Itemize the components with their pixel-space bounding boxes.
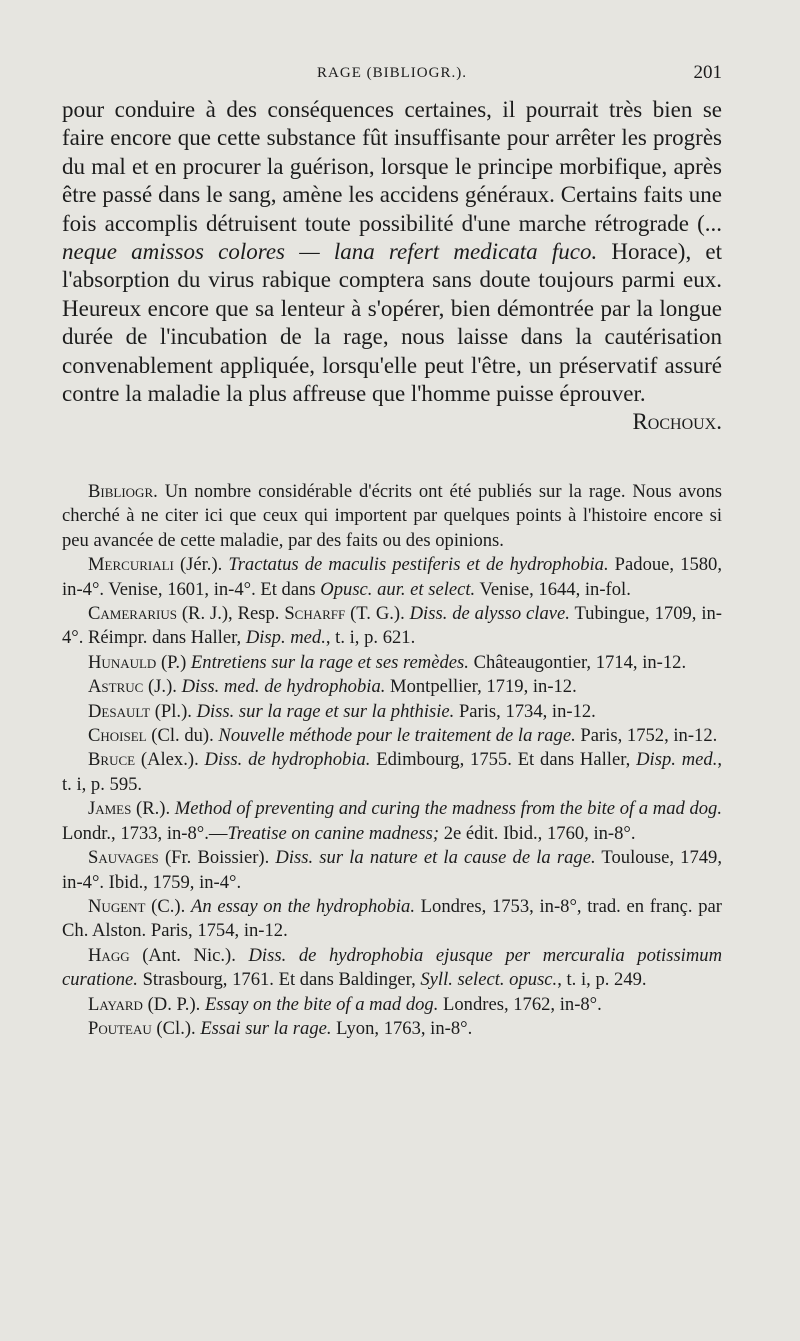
entry-title: Disp. med.: [636, 749, 718, 771]
bibliography-entry: Camerarius (R. J.), Resp. Scharff (T. G.). Diss. de alysso clave. Tubingue, 1709, in-4°. Réimpr. dans Haller, Disp. med., t. i, p. 621.: [62, 603, 722, 649]
page-number: 201: [693, 62, 722, 83]
bibliography-label: Bibliogr.: [88, 481, 158, 502]
entry-title: Essay on the bite of a mad dog.: [204, 993, 439, 1015]
entry-author: Astruc: [88, 676, 144, 698]
entry-title: Diss. med. de hydrophobia.: [181, 676, 386, 698]
bibliography-entry: Layard (D. P.). Essay on the bite of a mad dog. Londres, 1762, in-8°.: [88, 993, 602, 1015]
entry-author: Camerarius: [88, 603, 177, 625]
entry-title: Diss. de alysso clave.: [409, 603, 570, 625]
entry-author: Layard: [88, 993, 143, 1015]
bibliography-entry: Astruc (J.). Diss. med. de hydrophobia. Montpellier, 1719, in-12.: [88, 676, 577, 698]
bibliography-entry: Hunauld (P.) Entretiens sur la rage et ses remèdes. Châteaugontier, 1714, in-12.: [88, 651, 687, 673]
entry-author: Bruce: [88, 749, 136, 771]
bibliography-entry: Nugent (C.). An essay on the hydrophobia. Londres, 1753, in-8°, trad. en franç. par Ch. Alston. Paris, 1754, in-12.: [62, 895, 722, 942]
entry-title: Opusc. aur. et select.: [320, 578, 476, 600]
entry-title: An essay on the hydrophobia.: [190, 895, 415, 917]
entry-title: Diss. de hydrophobia ejusque per mercuralia potissimum curatione.: [62, 944, 723, 991]
entry-title: Diss. sur la rage et sur la phthisie.: [196, 700, 455, 722]
bibliography-entry: James (R.). Method of preventing and curing the madness from the bite of a mad dog. Londr., 1733, in-8°.—Treatise on canine madness; 2e édit. Ibid., 1760, in-8°.: [62, 798, 722, 844]
entry-title: Method of preventing and curing the madness from the bite of a mad dog.: [174, 798, 722, 820]
bibliography-entry: Sauvages (Fr. Boissier). Diss. sur la nature et la cause de la rage. Toulouse, 1749, in-4°. Ibid., 1759, in-4°.: [62, 847, 722, 893]
entry-author: Hagg: [88, 944, 130, 966]
bibliography-entry: Choisel (Cl. du). Nouvelle méthode pour le traitement de la rage. Paris, 1752, in-12.: [88, 725, 718, 747]
entry-title: Treatise on canine madness;: [227, 822, 440, 844]
entry-author: Scharff: [284, 603, 346, 625]
bibliography-entry: Mercuriali (Jér.). Tractatus de maculis pestiferis et de hydrophobia. Padoue, 1580, in-4°. Venise, 1601, in-4°. Et dans Opusc. aur. et select. Venise, 1644, in-fol.: [62, 554, 722, 600]
main-text-block: [62, 96, 722, 437]
entry-author: Mercuriali: [88, 554, 174, 576]
entry-title: Syll. select. opusc.: [420, 969, 558, 991]
bibliography-entry: Hagg (Ant. Nic.). Diss. de hydrophobia ejusque per mercuralia potissimum curatione. Strasbourg, 1761. Et dans Baldinger, Syll. select. opusc., t. i, p. 249.: [62, 944, 723, 991]
running-title: RAGE (BIBLIOGR.).: [317, 65, 467, 81]
entry-title: Diss. sur la nature et la cause de la rage.: [275, 847, 596, 869]
bibliography-entry: Desault (Pl.). Diss. sur la rage et sur la phthisie. Paris, 1734, in-12.: [88, 700, 596, 722]
bibliography-intro: Bibliogr. Un nombre considérable d'écrits ont été publiés sur la rage. Nous avons cherché à ne citer ici que ceux qui importent par quelques points à l'histoire encore si peu avancée de cette maladie, par des faits ou des opinions.: [62, 481, 722, 551]
entry-title: Disp. med.: [245, 627, 326, 649]
entry-author: Pouteau: [88, 1017, 152, 1039]
horace-quote: neque amissos colores — lana refert medicata fuco.: [62, 239, 598, 265]
entry-title: Nouvelle méthode pour le traitement de la rage.: [218, 725, 576, 747]
entry-author: Choisel: [88, 725, 147, 747]
entry-author: Nugent: [88, 895, 146, 917]
entry-title: Diss. de hydrophobia.: [204, 749, 371, 771]
entry-author: James: [88, 798, 132, 820]
bibliography-entry: Bruce (Alex.). Diss. de hydrophobia. Edimbourg, 1755. Et dans Haller, Disp. med., t. i, p. 595.: [62, 749, 722, 795]
entry-author: Hunauld: [88, 651, 157, 673]
main-paragraph: pour conduire à des conséquences certaines, il pourrait très bien se faire encore que cette substance fût insuffisante pour arrêter les progrès du mal et en procurer la guérison, lorsque le principe morbifique, après être passé dans le sang, amène les accidens généraux. Certains faits une fois accomplis détruisent toute possibilité d'une marche rétrograde (... neque amissos colores — lana refert medicata fuco. Horace), et l'absorption du virus rabique comptera sans doute toujours parmi eux. Heureux encore que sa lenteur à s'opérer, bien démontrée par la longue durée de l'incubation de la rage, nous laisse dans la cautérisation convenablement appliquée, lorsqu'elle peut l'être, un préservatif assuré contre la maladie la plus affreuse que l'homme puisse éprouver. Rochoux.: [62, 96, 722, 408]
bibliography-section: [62, 480, 722, 1041]
entry-title: Tractatus de maculis pestiferis et de hydrophobia.: [228, 554, 609, 576]
bibliography-entry: Pouteau (Cl.). Essai sur la rage. Lyon, 1763, in-8°.: [88, 1017, 473, 1039]
entry-title: Essai sur la rage.: [200, 1017, 332, 1039]
entry-author: Desault: [88, 700, 151, 722]
entry-title: Entretiens sur la rage et ses remèdes.: [190, 651, 469, 673]
page-header: [62, 62, 722, 88]
entry-author: Sauvages: [88, 847, 159, 869]
author-signature: Rochoux.: [632, 409, 722, 435]
